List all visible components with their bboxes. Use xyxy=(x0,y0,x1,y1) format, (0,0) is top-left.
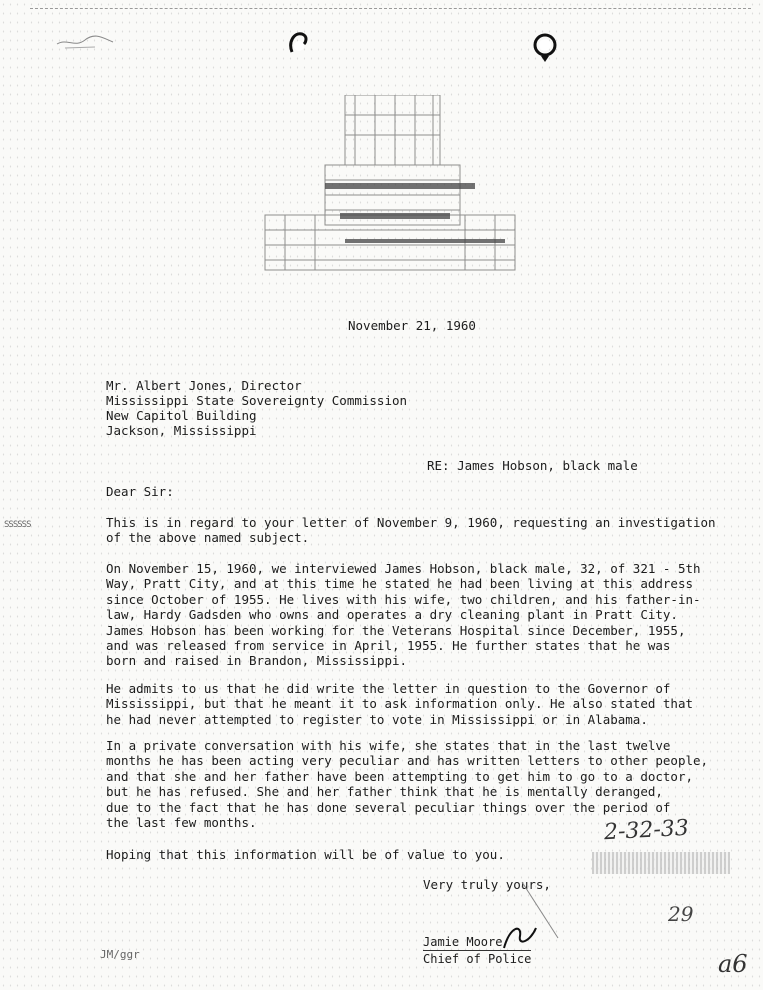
address-line: Mr. Albert Jones, Director xyxy=(106,378,302,393)
text-line: born and raised in Brandon, Mississippi. xyxy=(106,653,408,669)
subject-line: RE: James Hobson, black male xyxy=(427,458,638,473)
text-line: of the above named subject. xyxy=(106,530,310,546)
text-line: Way, Pratt City, and at this time he stated he had been living at this address xyxy=(106,576,693,592)
text-line: since October of 1955. He lives with his wife, two children, and his father-in- xyxy=(106,591,701,607)
text-line: the last few months. xyxy=(106,815,257,831)
diagonal-stroke-icon xyxy=(520,880,560,940)
text-line: and was released from service in April, 1955. He further states that he was xyxy=(106,638,671,654)
body-paragraph xyxy=(106,738,708,830)
signer-title: Chief of Police xyxy=(423,952,532,966)
letterhead-seal-icon xyxy=(255,95,525,295)
text-line: law, Hardy Gadsden who owns and operates a dry cleaning plant in Pratt City. xyxy=(106,607,678,623)
body-paragraph xyxy=(106,847,505,862)
punch-hole-left-icon xyxy=(288,30,310,58)
text-line: On November 15, 1960, we interviewed James Hobson, black male, 32, of 321 - 5th xyxy=(106,561,701,576)
text-line: He admits to us that he did write the letter in question to the Governor of xyxy=(106,681,671,696)
top-edge-line xyxy=(30,8,751,9)
address-line: Mississippi State Sovereignty Commission xyxy=(106,393,408,408)
text-line: Hoping that this information will be of value to you. xyxy=(106,847,505,862)
signer-name: Jamie Moore xyxy=(423,935,503,949)
punch-hole-right-icon xyxy=(532,30,558,64)
body-paragraph xyxy=(106,515,716,546)
text-line: he had never attempted to register to vote in Mississippi or in Alabama. xyxy=(106,711,648,727)
handwritten-file-number: 2-32-33 xyxy=(603,815,690,846)
body-paragraph xyxy=(106,681,693,727)
address-line: Jackson, Mississippi xyxy=(106,423,257,438)
faded-stamp xyxy=(592,852,730,874)
text-line: months he has been acting very peculiar and has written letters to other people, xyxy=(106,753,709,769)
text-line: This is in regard to your letter of November 9, 1960, requesting an investigation xyxy=(106,515,716,530)
letter-date: November 21, 1960 xyxy=(348,318,476,333)
text-line: and that she and her father have been attempting to get him to go to a doctor, xyxy=(106,768,693,784)
handwritten-page-number: 29 xyxy=(668,902,694,926)
salutation: Dear Sir: xyxy=(106,484,174,499)
text-line: Mississippi, but that he meant it to ask information only. He also stated that xyxy=(106,696,693,712)
complimentary-close: Very truly yours, xyxy=(423,877,551,892)
handwritten-corner-mark: a6 xyxy=(718,950,748,978)
text-line: In a private conversation with his wife, she states that in the last twelve xyxy=(106,738,671,753)
faint-scribble-icon xyxy=(55,30,115,52)
address-line: New Capitol Building xyxy=(106,408,257,423)
text-line: due to the fact that he has done several peculiar things over the period of xyxy=(106,799,671,815)
margin-mark: SSSSSS xyxy=(4,520,31,530)
body-paragraph xyxy=(106,561,701,669)
text-line: but he has refused. She and her father think that he is mentally deranged, xyxy=(106,784,663,800)
text-line: James Hobson has been working for the Veterans Hospital since December, 1955, xyxy=(106,622,686,638)
recipient-address xyxy=(106,378,407,438)
typist-initials: JM/ggr xyxy=(100,948,140,961)
